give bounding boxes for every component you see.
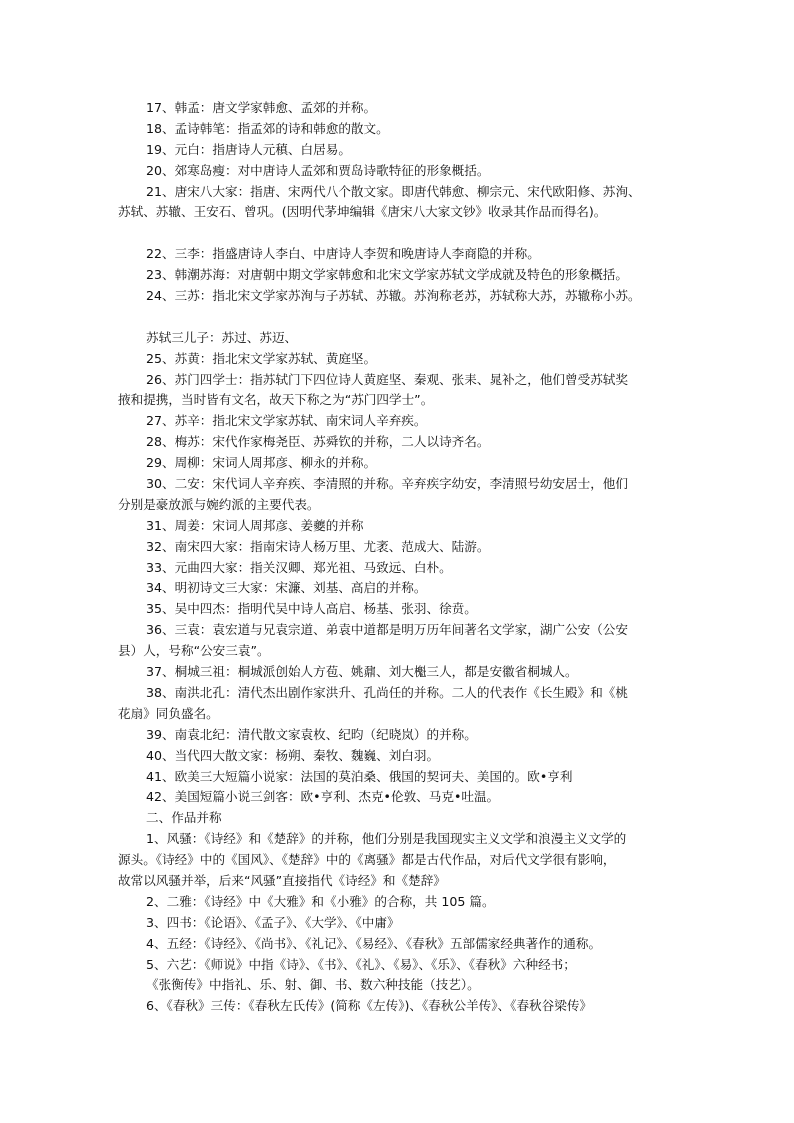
text-line: 二、作品并称 (146, 810, 222, 826)
text-line: 39、南袁北纪：清代散文家袁枚、纪昀（纪晓岚）的并称。 (146, 726, 477, 742)
text-line: 18、孟诗韩笔：指孟郊的诗和韩愈的散文。 (146, 120, 389, 136)
text-line: 19、元白：指唐诗人元稹、白居易。 (146, 141, 351, 157)
text-line: 41、欧美三大短篇小说家：法国的莫泊桑、俄国的契诃夫、美国的。欧•亨利 (146, 768, 573, 784)
text-line: 25、苏黄：指北宋文学家苏轼、黄庭坚。 (146, 350, 377, 366)
text-line: 23、韩潮苏海：对唐朝中期文学家韩愈和北宋文学家苏轼文学成就及特色的形象概括。 (146, 267, 628, 283)
text-line: 27、苏辛：指北宋文学家苏轼、南宋词人辛弃疾。 (146, 413, 427, 429)
text-line: 故常以风骚并举，后来“风骚”直接指代《诗经》和《楚辞》 (118, 872, 446, 888)
text-line: 4、五经：《诗经》、《尚书》、《礼记》、《易经》、《春秋》五部儒家经典著作的通称。 (146, 935, 602, 951)
document-body (118, 98, 678, 1017)
text-line: 分别是豪放派与婉约派的主要代表。 (118, 496, 320, 512)
text-line: 掖和提携，当时皆有文名，故天下称之为“苏门四学士”。 (118, 392, 434, 408)
text-line: 17、韩孟：唐文学家韩愈、孟郊的并称。 (146, 100, 377, 115)
text-line: 1、风骚：《诗经》和《楚辞》的并称，他们分别是我国现实主义文学和浪漫主义文学的 (146, 831, 627, 847)
blank-line (118, 223, 678, 244)
text-line: 31、周姜：宋词人周邦彦、姜夔的并称 (146, 517, 364, 533)
text-line: 37、桐城三祖：桐城派创始人方苞、姚鼐、刘大櫆三人，都是安徽省桐城人。 (146, 664, 578, 680)
text-line: 35、吴中四杰：指明代吴中诗人高启、杨基、张羽、徐贲。 (146, 601, 477, 617)
text-line: 28、梅苏：宋代作家梅尧臣、苏舜钦的并称，二人以诗齐名。 (146, 434, 490, 450)
text-line: 34、明初诗文三大家：宋濂、刘基、高启的并称。 (146, 580, 427, 596)
text-line: 36、三袁：袁宏道与兄袁宗道、弟袁中道都是明万历年间著名文学家，湖广公安（公安 (146, 622, 628, 638)
text-line: 县）人，号称“公安三袁”。 (118, 643, 270, 659)
text-line: 24、三苏：指北宋文学家苏洵与子苏轼、苏辙。苏洵称老苏，苏轼称大苏，苏辙称小苏。 (146, 288, 641, 304)
text-line: 5、六艺：《师说》中指《诗》、《书》、《礼》、《易》、《乐》、《春秋》六种经书； (146, 956, 576, 972)
text-line: 29、周柳：宋词人周邦彦、柳永的并称。 (146, 455, 377, 471)
text-line: 2、二雅：《诗经》中《大雅》和《小雅》的合称，共 105 篇。 (146, 893, 495, 909)
text-line: 32、南宋四大家：指南宋诗人杨万里、尤袤、范成大、陆游。 (146, 538, 490, 554)
text-line: 26、苏门四学士：指苏轼门下四位诗人黄庭坚、秦观、张耒、晁补之，他们曾受苏轼奖 (146, 371, 628, 387)
text-line: 30、二安：宋代词人辛弃疾、李清照的并称。辛弃疾字幼安，李清照号幼安居士，他们 (146, 476, 628, 492)
text-line: 苏轼、苏辙、王安石、曾巩。(因明代茅坤编辑《唐宋八大家文钞》收录其作品而得名)。 (118, 204, 607, 220)
text-line: 《张衡传》中指礼、乐、射、御、书、数六种技能（技艺）。 (146, 977, 480, 993)
text-line: 42、美国短篇小说三剑客：欧•亨利、杰克•伦敦、马克•吐温。 (146, 789, 500, 805)
text-line: 38、南洪北孔：清代杰出剧作家洪升、孔尚任的并称。二人的代表作《长生殿》和《桃 (146, 684, 628, 700)
text-line: 40、当代四大散文家：杨朔、秦牧、魏巍、刘白羽。 (146, 747, 440, 763)
text-line: 6、《春秋》三传：《春秋左氏传》(简称《左传》)、《春秋公羊传》、《春秋谷梁传》 (146, 998, 593, 1014)
text-line: 21、唐宋八大家：指唐、宋两代八个散文家。即唐代韩愈、柳宗元、宋代欧阳修、苏洵、 (146, 183, 641, 199)
text-line: 花扇》同负盛名。 (118, 705, 219, 721)
text-line: 33、元曲四大家：指关汉卿、郑光祖、马致远、白朴。 (146, 559, 452, 575)
text-line: 苏轼三儿子：苏过、苏迈、 (146, 329, 298, 345)
text-line: 3、四书：《论语》、《孟子》、《大学》、《中庸》 (146, 914, 400, 930)
text-line: 20、郊寒岛瘦：对中唐诗人孟郊和贾岛诗歌特征的形象概括。 (146, 162, 490, 178)
text-line: 22、三李：指盛唐诗人李白、中唐诗人李贺和晚唐诗人李商隐的并称。 (146, 246, 540, 262)
text-line: 源头。《诗经》中的《国风》、《楚辞》中的《离骚》都是古代作品，对后代文学很有影响， (118, 852, 616, 868)
blank-line (118, 307, 678, 328)
